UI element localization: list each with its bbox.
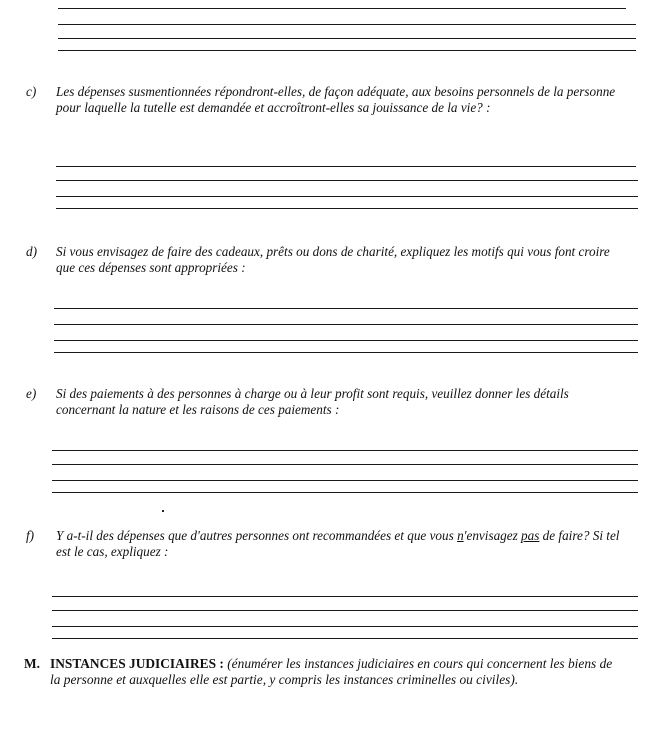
answer-line[interactable] <box>56 208 638 209</box>
answer-line[interactable] <box>52 480 638 481</box>
answer-line[interactable] <box>52 626 638 627</box>
question-letter: f) <box>26 528 35 543</box>
answer-line[interactable] <box>58 8 626 9</box>
question-d <box>26 244 626 278</box>
section-heading: INSTANCES JUDICIAIRES : <box>50 656 224 671</box>
section-body: (énumérer les instances judiciaires en cours qui concernent les biens de la personne et auxquelles elle est partie, y compris les instances criminelles ou civiles). <box>50 656 613 687</box>
answer-line[interactable] <box>54 352 638 353</box>
section-letter: M. <box>24 656 40 671</box>
answer-line[interactable] <box>54 340 638 341</box>
answer-line[interactable] <box>58 50 636 51</box>
answer-line[interactable] <box>56 196 638 197</box>
answer-line[interactable] <box>52 638 638 639</box>
question-text: Y a-t-il des dépenses que d'autres personnes ont recommandées et que vous n'envisagez pas de faire? Si tel est le cas, expliquez : <box>56 528 620 559</box>
answer-line[interactable] <box>52 492 638 493</box>
answer-line[interactable] <box>58 24 636 25</box>
answer-line[interactable] <box>54 308 638 309</box>
answer-line[interactable] <box>52 450 638 451</box>
speck <box>162 510 164 512</box>
question-text: Si des paiements à des personnes à charge ou à leur profit sont requis, veuillez donner les détails concernant la nature et les raisons de ces paiements : <box>56 386 569 417</box>
answer-line[interactable] <box>56 166 636 167</box>
question-c <box>26 84 626 134</box>
answer-line[interactable] <box>52 464 638 465</box>
question-text: Les dépenses susmentionnées répondront-elles, de façon adéquate, aux besoins personnels de la personne pour laquelle la tutelle est demandée et accroîtront-elles sa jouissance de la vie? : <box>56 84 616 115</box>
question-letter: e) <box>26 386 37 401</box>
question-f <box>26 528 626 562</box>
answer-line[interactable] <box>54 324 638 325</box>
question-letter: d) <box>26 244 37 259</box>
section-m <box>24 656 624 708</box>
answer-line[interactable] <box>52 610 638 611</box>
question-e <box>26 386 626 420</box>
question-text: Si vous envisagez de faire des cadeaux, prêts ou dons de charité, expliquez les motifs qui vous font croire que ces dépenses sont appropriées : <box>56 244 610 275</box>
question-letter: c) <box>26 84 37 99</box>
section-text <box>50 656 620 688</box>
answer-line[interactable] <box>58 38 636 39</box>
answer-line[interactable] <box>56 180 638 181</box>
answer-line[interactable] <box>52 596 638 597</box>
